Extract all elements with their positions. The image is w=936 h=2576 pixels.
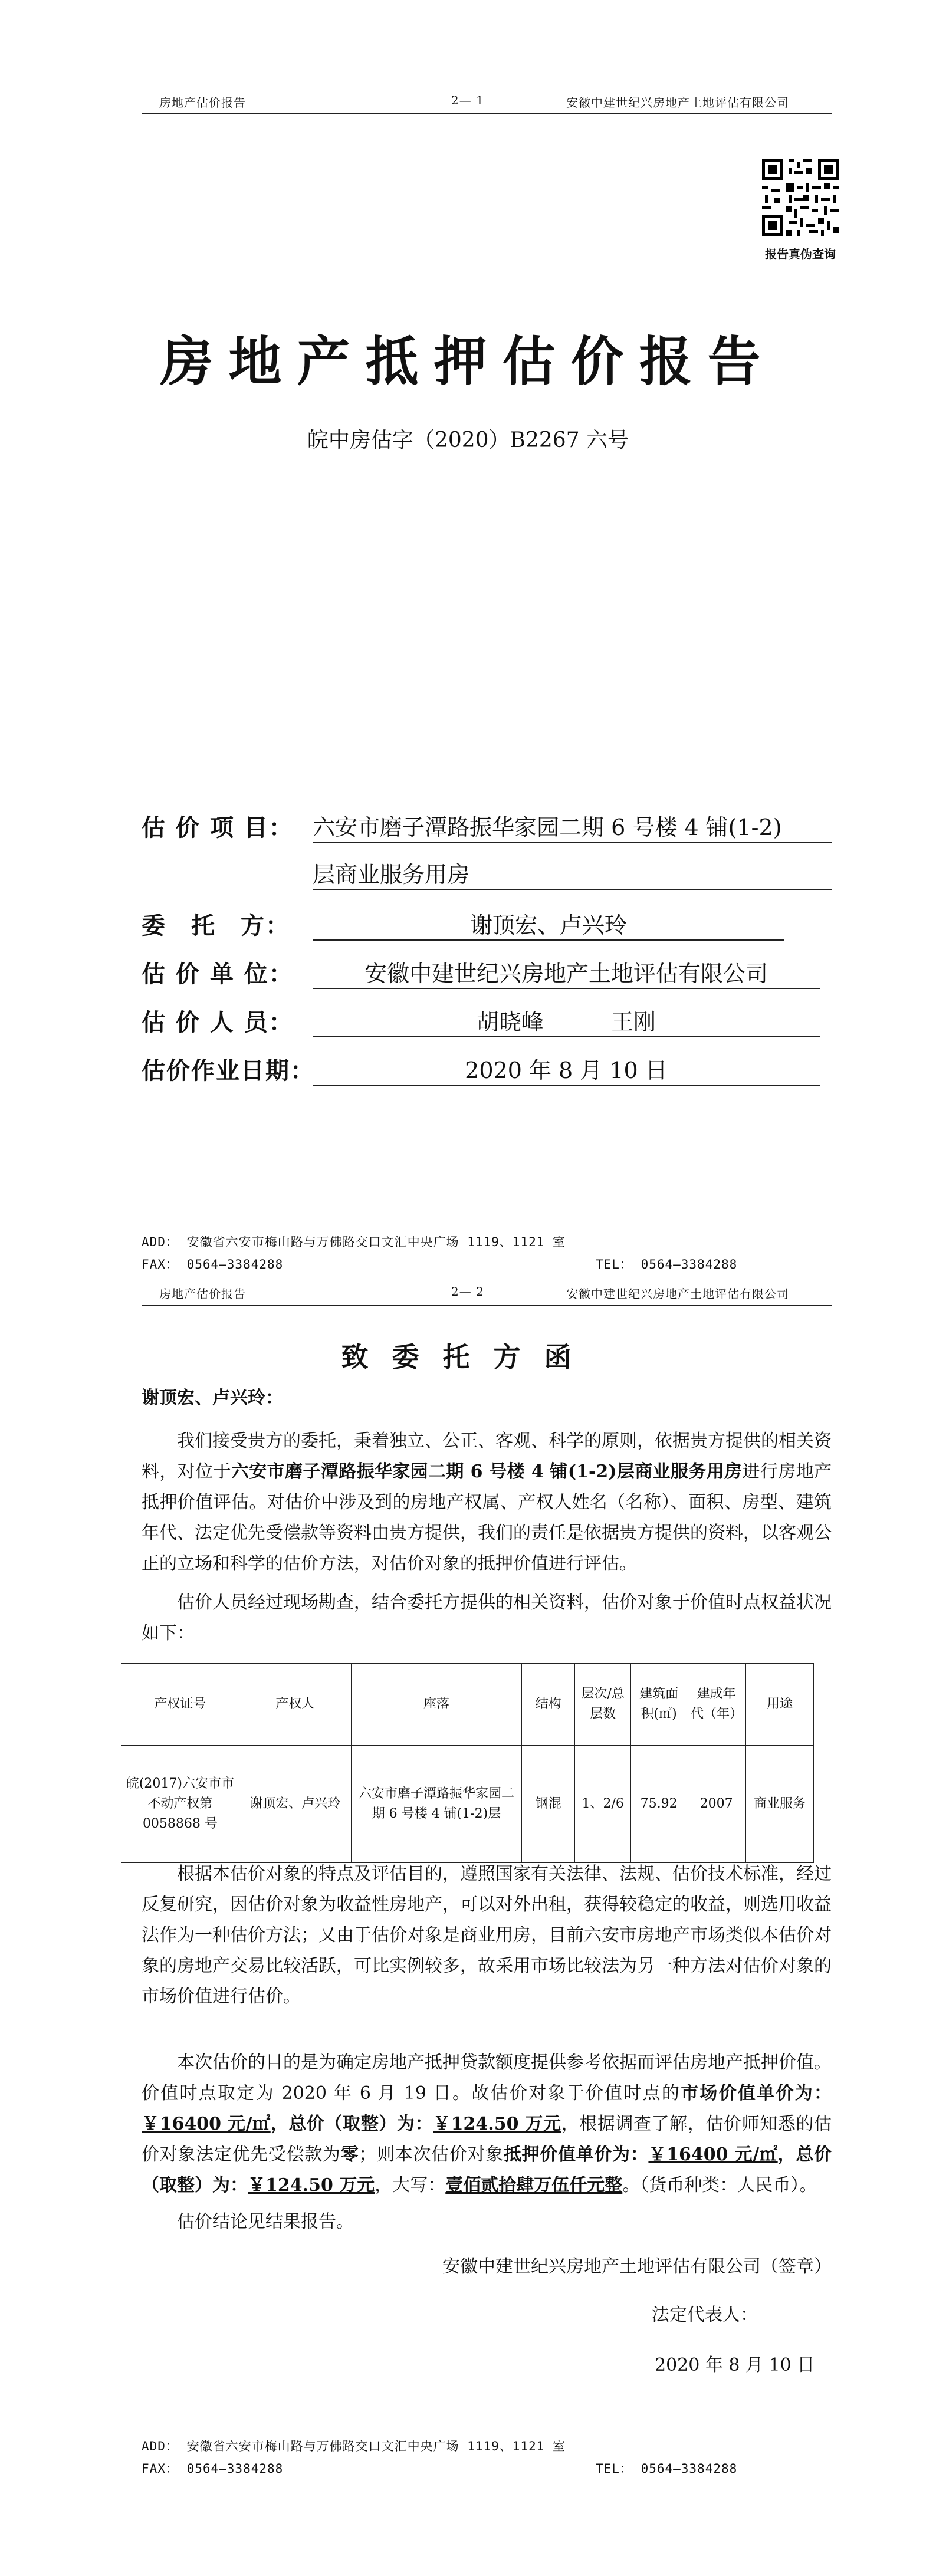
letter-salutation: 谢顶宏、卢兴玲： [142,1388,283,1408]
table-row [121,1746,814,1863]
page2-footer-address: ADD： 安徽省六安市梅山路与万佛路交口文汇中央广场 1119、1121 室 [142,2439,566,2453]
report-title: 房地产抵押估价报告 [160,331,776,393]
report-number: 皖中房估字（2020）B2267 六号 [307,428,629,452]
qr-code-icon [762,159,839,236]
company-signature: 安徽中建世纪兴房地产土地评估有限公司（签章） [442,2256,832,2277]
page1-header-left: 房地产估价报告 [159,96,246,110]
table-header-cell: 层次/总层数 [575,1664,631,1746]
field-value-work-date: 2020 年 8 月 10 日 [313,1052,820,1086]
table-cell-structure: 钢混 [522,1746,575,1863]
letter-title: 致委托方函 [341,1341,595,1373]
field-label-work-date: 估价作业日期： [142,1057,315,1085]
letter-date: 2020 年 8 月 10 日 [655,2355,815,2375]
page1-header-page-number: 2— 1 [451,93,484,107]
table-header-cell: 座落 [351,1664,522,1746]
page2-header-page-number: 2— 2 [451,1284,484,1299]
page2-footer-fax: FAX： 0564—3384288 [142,2462,284,2476]
table-cell-usage: 商业服务 [746,1746,814,1863]
table-header-cell: 建成年代（年） [687,1664,746,1746]
table-cell-floor: 1、2/6 [575,1746,631,1863]
field-value-client: 谢顶宏、卢兴玲 [313,907,784,941]
table-cell-year: 2007 [687,1746,746,1863]
table-cell-owner: 谢顶宏、卢兴玲 [239,1746,351,1863]
property-info-table [121,1663,814,1863]
table-header-cell: 用途 [746,1664,814,1746]
field-label-project: 估 价 项 目： [142,814,294,842]
page1-footer-tel: TEL： 0564—3384288 [596,1257,738,1271]
letter-paragraph-1: 我们接受贵方的委托，秉着独立、公正、客观、科学的原则，依据贵方提供的相关资料，对位于六安市磨子潭路振华家园二期 6 号楼 4 铺(1-2)层商业服务用房进行房地产抵押价值评估。对估价中涉及到的房地产权属、产权人姓名（名称）、面积、房型、建筑年代、法定优先受偿款等资料由贵方提供，我们的责任是依据贵方提供的资料，以客观公正的立场和科学的估价方法，对估价对象的抵押价值进行评估。 [142,1431,832,1574]
page1-header-company: 安徽中建世纪兴房地产土地评估有限公司 [566,96,789,110]
letter-paragraph-2: 估价人员经过现场勘查，结合委托方提供的相关资料，估价对象于价值时点权益状况如下： [142,1592,832,1644]
page1-footer-address: ADD： 安徽省六安市梅山路与万佛路交口文汇中央广场 1119、1121 室 [142,1235,566,1249]
field-label-client: 委 托 方： [142,912,290,939]
field-value-project-line1: 六安市磨子潭路振华家园二期 6 号楼 4 铺(1-2) [313,809,832,843]
table-cell-cert-no: 皖(2017)六安市市不动产权第 0058868 号 [121,1746,239,1863]
table-cell-area: 75.92 [631,1746,687,1863]
table-header-cell: 产权证号 [121,1664,239,1746]
field-value-appraisers: 胡晓峰 王刚 [313,1004,820,1037]
legal-representative: 法定代表人： [652,2305,758,2325]
page1-header-rule [142,113,832,114]
letter-paragraph-4: 本次估价的目的是为确定房地产抵押贷款额度提供参考依据而评估房地产抵押价值。价值时点取定为 2020 年 6 月 19 日。故估价对象于价值时点的市场价值单价为：￥16400 元/㎡，总价（取整）为：￥124.50 万元，根据调查了解，估价师知悉的估价对象法定优先受偿款为零；则本次估价对象抵押价值单价为：￥16400 元/㎡，总价（取整）为：￥124.50 万元，大写：壹佰贰拾肆万伍仟元整。（货币种类：人民币）。 [142,2052,832,2196]
page2-header-left: 房地产估价报告 [159,1287,246,1301]
field-value-project-line2: 层商业服务用房 [313,856,832,890]
page1-footer-fax: FAX： 0564—3384288 [142,1257,284,1271]
letter-paragraph-5: 估价结论见结果报告。 [177,2212,354,2232]
field-label-appraiser-org: 估 价 单 位： [142,961,294,988]
field-label-appraisers: 估 价 人 员： [142,1009,294,1036]
letter-paragraph-3: 根据本估价对象的特点及评估目的，遵照国家有关法律、法规、估价技术标准，经过反复研究，因估价对象为收益性房地产，可以对外出租，获得较稳定的收益，则选用收益法作为一种估价方法；又由于估价对象是商业用房，目前六安市房地产市场类似本估价对象的房地产交易比较活跃，可比实例较多，故采用市场比较法为另一种方法对估价对象的市场价值进行估价。 [142,1864,832,2007]
page2-header-rule [142,1305,832,1306]
field-value-appraiser-org: 安徽中建世纪兴房地产土地评估有限公司 [313,955,820,989]
table-cell-location: 六安市磨子潭路振华家园二期 6 号楼 4 铺(1-2)层 [351,1746,522,1863]
table-header-row [121,1664,814,1746]
table-header-cell: 结构 [522,1664,575,1746]
page2-header-company: 安徽中建世纪兴房地产土地评估有限公司 [566,1287,789,1301]
table-header-cell: 产权人 [239,1664,351,1746]
page2-footer-tel: TEL： 0564—3384288 [596,2462,738,2476]
qr-caption: 报告真伪查询 [765,247,836,261]
table-header-cell: 建筑面积(㎡) [631,1664,687,1746]
